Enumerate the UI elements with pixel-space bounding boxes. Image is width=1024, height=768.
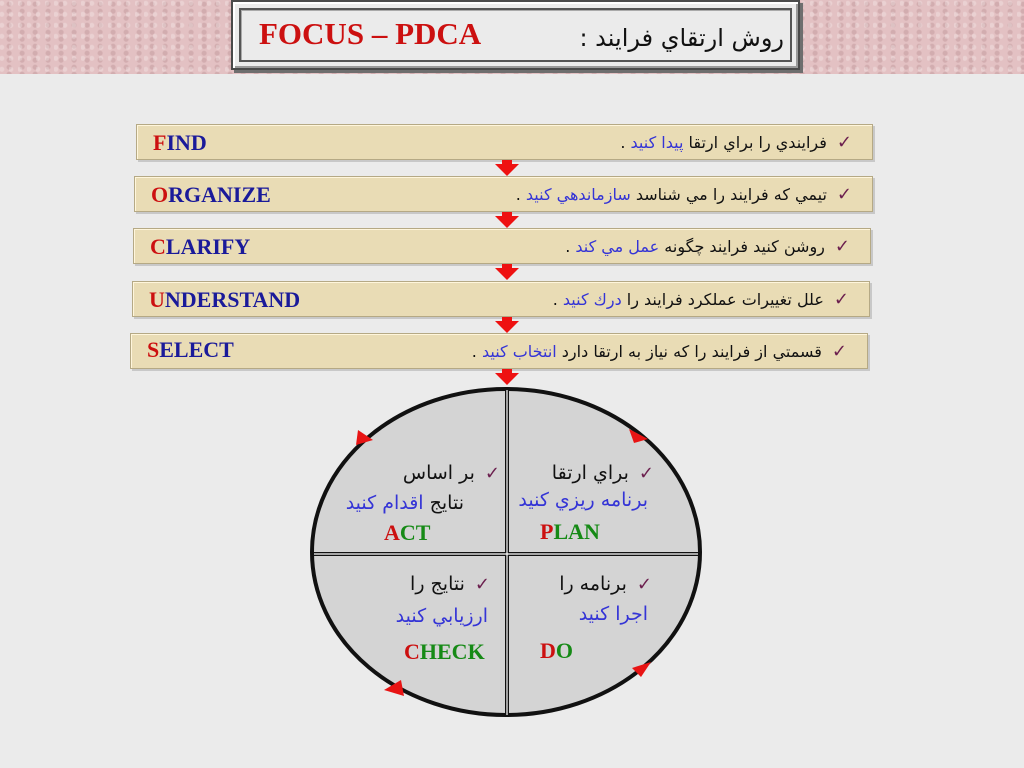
plan-line2: برنامه ريزي كنيد xyxy=(518,489,648,511)
step-organize xyxy=(134,176,873,212)
check-icon: ✓ xyxy=(474,574,490,595)
step-clarify xyxy=(133,228,871,264)
step-text: ✓روشن كنيد فرايند چگونه عمل مي كند . xyxy=(565,236,850,257)
check-icon: ✓ xyxy=(834,236,850,257)
act-line2: نتايج اقدام كنيد xyxy=(345,492,464,514)
step-understand xyxy=(132,281,870,317)
check-line1: ✓نتايج را xyxy=(410,573,490,595)
step-find xyxy=(136,124,873,160)
title-persian: روش ارتقاي فرايند : xyxy=(579,24,784,52)
check-icon: ✓ xyxy=(833,289,849,310)
step-label: UNDERSTAND xyxy=(149,287,301,312)
check-line2: ارزيابي كنيد xyxy=(395,605,488,627)
plan-label: PLAN xyxy=(540,519,600,544)
do-line1: ✓برنامه را xyxy=(559,573,652,595)
check-label: CHECK xyxy=(404,639,485,664)
step-text: ✓تيمي كه فرايند را مي شناسد سازماندهي كنيد . xyxy=(515,184,852,205)
down-arrow-icon xyxy=(495,373,519,385)
do-line2: اجرا كنيد xyxy=(578,603,648,625)
step-label: SELECT xyxy=(147,337,234,362)
act-line1: ✓بر اساس xyxy=(402,462,500,484)
do-label: DO xyxy=(540,638,574,663)
step-text: ✓علل تغييرات عملكرد فرايند را درك كنيد . xyxy=(552,289,849,310)
check-icon: ✓ xyxy=(836,184,852,205)
act-label: ACT xyxy=(384,520,431,545)
check-icon: ✓ xyxy=(836,132,852,153)
step-label: FIND xyxy=(153,130,207,155)
step-text: ✓فرايندي را براي ارتقا پيدا كنيد . xyxy=(620,132,852,153)
title-box xyxy=(231,0,800,70)
down-arrow-icon xyxy=(495,164,519,176)
check-icon: ✓ xyxy=(831,341,847,362)
step-label: CLARIFY xyxy=(150,234,251,259)
title-english: FOCUS – PDCA xyxy=(259,16,482,51)
down-arrow-icon xyxy=(495,216,519,228)
step-select xyxy=(130,333,868,369)
plan-line1: ✓براي ارتقا xyxy=(551,462,654,484)
pdca-cycle xyxy=(300,385,720,730)
check-icon: ✓ xyxy=(638,463,654,484)
step-label: ORGANIZE xyxy=(151,182,271,207)
down-arrow-icon xyxy=(495,268,519,280)
down-arrow-icon xyxy=(495,321,519,333)
check-icon: ✓ xyxy=(636,574,652,595)
check-icon: ✓ xyxy=(484,463,500,484)
step-text: ✓قسمتي از فرايند را كه نياز به ارتقا دارد انتخاب كنيد . xyxy=(471,341,847,362)
